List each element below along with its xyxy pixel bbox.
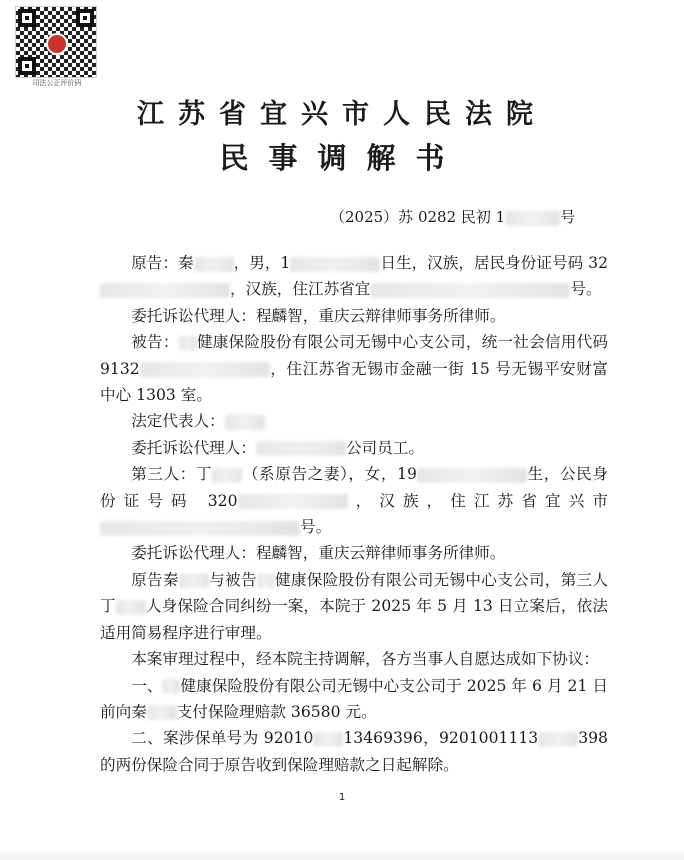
third-party-paragraph — [100, 461, 608, 540]
redacted-text — [100, 521, 300, 536]
redacted-text — [100, 283, 230, 298]
text-run: ，男，1 — [233, 254, 291, 272]
text-run: 公司员工。 — [345, 438, 424, 457]
qr-finder-pattern — [18, 9, 36, 27]
qr-code[interactable] — [15, 6, 97, 78]
defendant-agent-paragraph — [100, 435, 608, 461]
agreement-item-1 — [100, 673, 608, 726]
redacted-text — [313, 732, 343, 747]
redacted-text — [140, 362, 270, 377]
plaintiff-paragraph — [100, 250, 608, 303]
document-title: 民事调解书 — [219, 141, 465, 175]
mediation-paragraph: 本案审理过程中，经本院主持调解，各方当事人自愿达成如下协议： — [131, 650, 600, 669]
redacted-text — [238, 494, 348, 509]
text-run: 人身保险合同纠纷一案，本院于 2025 年 5 月 13 日立案后，依法适用简易程序进行审理。 — [100, 597, 608, 642]
page-number: 1 — [338, 792, 346, 803]
redacted-text — [256, 441, 346, 456]
qr-caption: 司法公正评价码 — [32, 79, 82, 87]
plaintiff-agent-paragraph: 委托诉讼代理人：程麟智，重庆云辩律师事务所律师。 — [131, 306, 506, 325]
page-bottom-edge — [0, 852, 684, 860]
redacted-text — [225, 415, 265, 430]
text-run: 原告：秦 — [131, 254, 194, 272]
redacted-text — [370, 283, 570, 298]
text-run: 一、 — [131, 676, 163, 695]
text-run: ，汉族，住江苏省宜兴市 — [347, 491, 608, 510]
text-run: 号。 — [300, 518, 332, 537]
court-emblem-icon — [46, 33, 68, 55]
text-run: 与被告 — [208, 570, 257, 589]
redacted-text — [179, 573, 209, 588]
case-number — [330, 206, 575, 227]
redacted-text — [212, 468, 242, 483]
text-run: 支付保险理赔款 36580 元。 — [176, 702, 377, 721]
defendant-paragraph — [100, 329, 608, 408]
redacted-text — [116, 600, 146, 615]
redacted-text — [505, 211, 560, 226]
document-body — [100, 250, 608, 778]
third-party-agent-paragraph: 委托诉讼代理人：程麟智，重庆云辩律师事务所律师。 — [131, 544, 506, 563]
text-run: 原告秦 — [131, 570, 179, 589]
qr-finder-pattern — [18, 57, 36, 75]
redacted-text — [162, 679, 180, 694]
redacted-text — [538, 732, 578, 747]
agreement-item-2 — [100, 725, 608, 778]
case-number-prefix: （2025）苏 0282 民初 1 — [330, 208, 506, 226]
text-run: 被告： — [131, 333, 179, 352]
case-number-suffix: 号 — [560, 208, 576, 226]
court-name: 江苏省宜兴市人民法院 — [137, 99, 547, 130]
text-run: ，住江苏省无锡市金融一街 15 号无锡平安财富中心 1303 室。 — [100, 359, 608, 405]
text-run: 二、案涉保单号为 92010 — [131, 729, 314, 748]
redacted-text — [179, 336, 197, 351]
qr-finder-pattern — [76, 9, 94, 27]
text-run: 日生，汉族，居民身份证号码 32 — [380, 254, 608, 272]
text-run: 号。 — [570, 280, 602, 299]
text-run: 健康保险股份有限公司无锡中心支公司，统一社会信用代码 9132 — [100, 333, 608, 378]
text-run: 法定代表人： — [131, 412, 225, 431]
text-run: 健康保险股份有限公司无锡中心支公司，第三人丁 — [100, 570, 608, 616]
text-run: 398 的两份保险合同于原告收到保险理赔款之日起解除。 — [100, 729, 608, 774]
case-summary-paragraph — [100, 567, 608, 646]
text-run: 健康保险股份有限公司无锡中心支公司于 2025 年 6 月 21 日前向秦 — [100, 676, 608, 721]
text-run: 13469396，9201001113 — [343, 729, 539, 748]
text-run: 第三人：丁 — [131, 465, 213, 484]
redacted-text — [147, 705, 177, 720]
text-run: 委托诉讼代理人： — [131, 438, 256, 457]
legal-representative-paragraph — [100, 408, 608, 434]
redacted-text — [257, 573, 275, 588]
text-run: （系原告之妻），女，19 — [242, 465, 417, 484]
redacted-text — [194, 257, 234, 272]
text-run: 生，公民身份证号码 320 — [100, 465, 608, 510]
redacted-text — [417, 468, 527, 483]
text-run: ，汉族，住江苏省宜 — [230, 280, 371, 299]
redacted-text — [290, 257, 380, 272]
